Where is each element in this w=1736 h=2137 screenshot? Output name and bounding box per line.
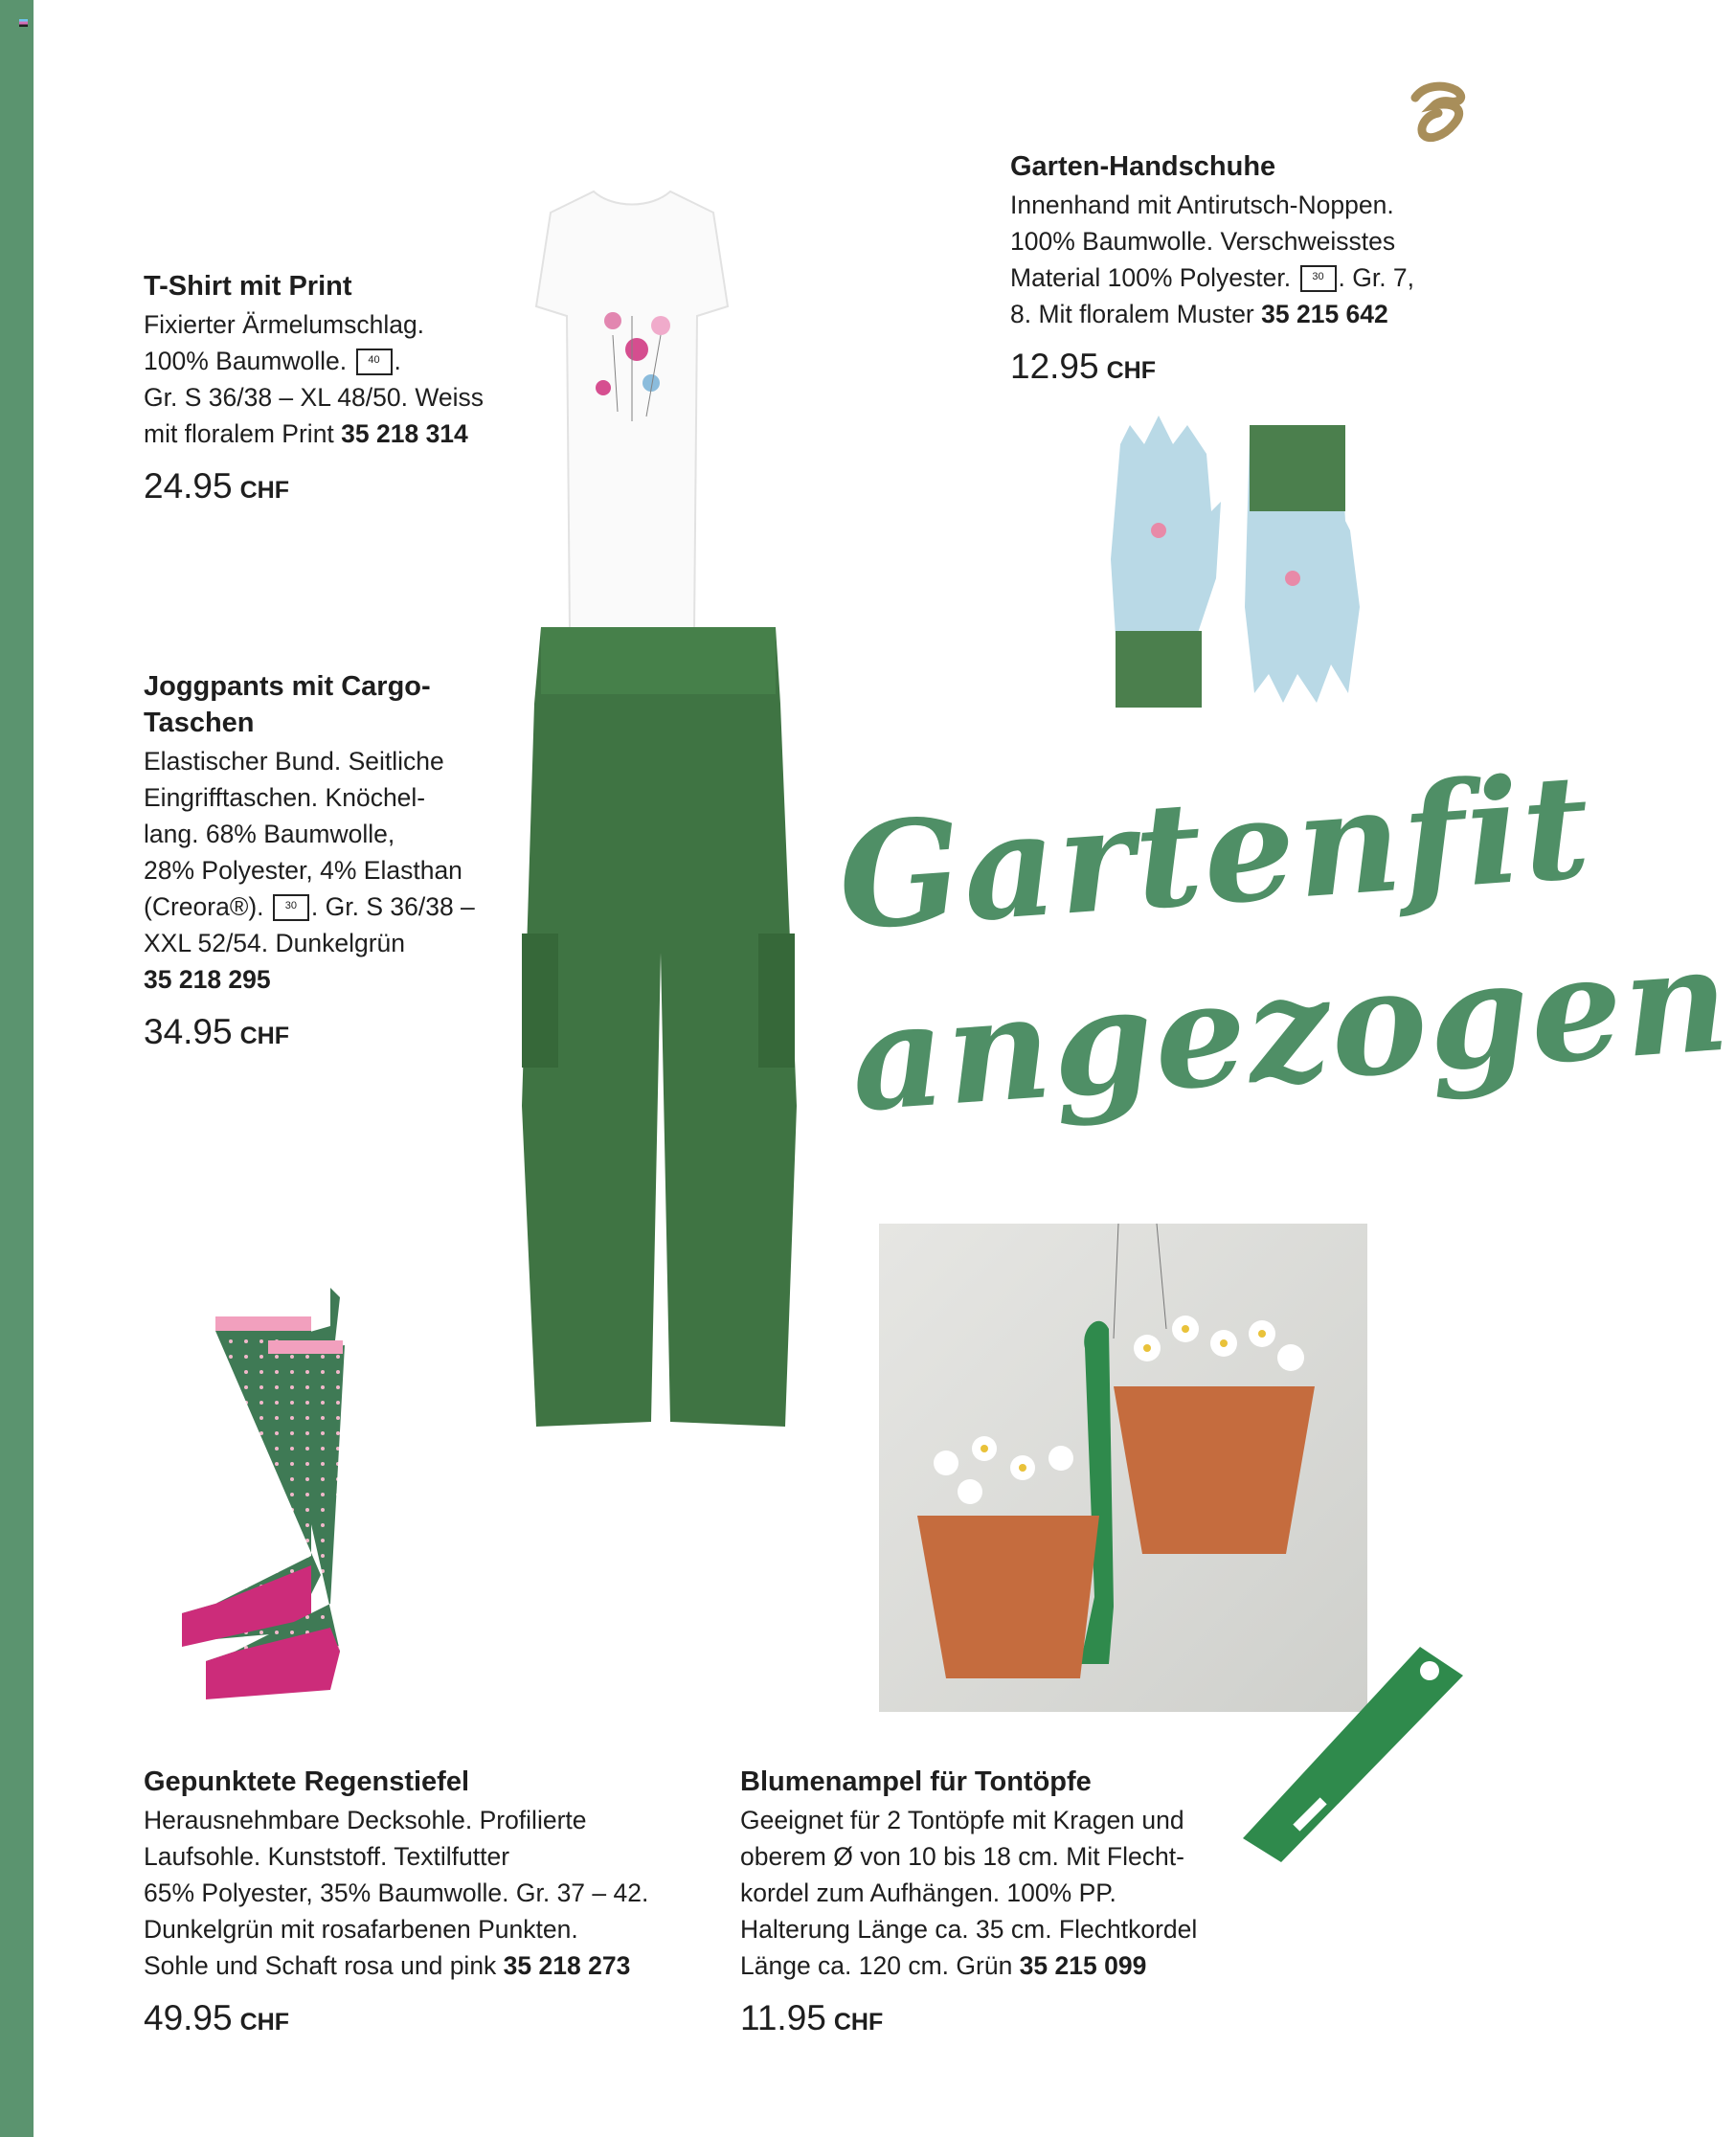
- description-line: XXL 52/54. Dunkelgrün: [144, 929, 406, 957]
- text: Material 100% Polyester.: [1010, 263, 1292, 292]
- headline-line-1: Gartenfit: [833, 742, 1597, 963]
- wash-30-icon: 30: [273, 896, 309, 921]
- description-line: [144, 1947, 648, 1984]
- description-line: [740, 1947, 1197, 1984]
- price: [144, 1011, 475, 1057]
- product-joggpants: [144, 668, 475, 1057]
- text: Joggpants mit Cargo-: [144, 671, 431, 702]
- description-line: 28% Polyester, 4% Elasthan: [144, 856, 462, 885]
- text: . Gr. 7,: [1338, 263, 1415, 292]
- price: [1010, 346, 1414, 392]
- description-line: Gr. S 36/38 – XL 48/50. Weiss: [144, 383, 485, 412]
- green-hanger-bracket-image: [1233, 1628, 1473, 1867]
- text: Länge ca. 120 cm. Grün: [740, 1951, 1020, 1980]
- product-gloves: [1010, 148, 1414, 392]
- garden-gloves-image: [1101, 416, 1364, 712]
- product-title: Garten-Handschuhe: [1010, 151, 1276, 182]
- description-line: [144, 416, 484, 452]
- text: Sohle und Schaft rosa und pink: [144, 1951, 504, 1980]
- currency: CHF: [239, 2009, 289, 2036]
- text: Taschen: [144, 708, 255, 738]
- price: [144, 465, 484, 511]
- price: [144, 1997, 648, 2043]
- rain-boots-image: [177, 1288, 484, 1723]
- currency: CHF: [239, 1023, 289, 1049]
- product-flower-planter: [740, 1764, 1197, 2043]
- text: mit floralem Print: [144, 419, 342, 448]
- price-value: 34.95: [144, 1012, 233, 1051]
- headline-line-2: angezogen: [845, 914, 1736, 1145]
- description-line: kordel zum Aufhängen. 100% PP.: [740, 1878, 1116, 1907]
- language-flag-icon: [19, 19, 28, 27]
- description-line: Geeignet für 2 Tontöpfe mit Kragen und: [740, 1806, 1184, 1834]
- price-value: 11.95: [740, 1998, 826, 2037]
- product-rain-boots: [144, 1764, 648, 2043]
- product-title: Blumenampel für Tontöpfe: [740, 1766, 1092, 1797]
- description-line: Fixierter Ärmelumschlag.: [144, 310, 425, 339]
- text: 8. Mit floralem Muster: [1010, 300, 1262, 328]
- text: . Gr. S 36/38 –: [310, 892, 475, 921]
- description-line: Herausnehmbare Decksohle. Profilierte: [144, 1806, 587, 1834]
- description-line: oberem Ø von 10 bis 18 cm. Mit Flecht-: [740, 1842, 1184, 1871]
- product-title: T-Shirt mit Print: [144, 271, 352, 302]
- currency: CHF: [239, 477, 289, 504]
- tchibo-logo: [1406, 80, 1473, 147]
- product-tshirt: [144, 268, 484, 511]
- headline-script: [833, 742, 1736, 1151]
- green-side-strip: [0, 0, 34, 2137]
- article-number: 35 218 295: [144, 965, 271, 994]
- price-value: 49.95: [144, 1998, 233, 2037]
- description-line: Innenhand mit Antirutsch-Noppen.: [1010, 191, 1394, 219]
- article-number: 35 215 099: [1019, 1951, 1147, 1980]
- description-line: Eingrifftaschen. Knöchel-: [144, 783, 426, 812]
- description-line: lang. 68% Baumwolle,: [144, 820, 395, 848]
- description-line: [1010, 296, 1414, 332]
- description-line: 100% Baumwolle. Verschweisstes: [1010, 227, 1396, 256]
- article-number: 35 218 314: [341, 419, 468, 448]
- description-line: [1010, 259, 1414, 296]
- tshirt-image: [536, 191, 728, 632]
- description-line: 65% Polyester, 35% Baumwolle. Gr. 37 – 42.: [144, 1878, 649, 1907]
- description-line: Elastischer Bund. Seitliche: [144, 747, 444, 776]
- description-line: Laufsohle. Kunststoff. Textilfutter: [144, 1842, 510, 1871]
- price-value: 24.95: [144, 466, 233, 506]
- wash-40-icon: 40: [356, 350, 393, 375]
- cargo-pants-image: [517, 627, 800, 1431]
- description-line: 100% Baumwolle. 40 .: [144, 347, 401, 375]
- wash-30-icon: 30: [1300, 267, 1337, 292]
- description-line: Halterung Länge ca. 35 cm. Flechtkordel: [740, 1915, 1198, 1944]
- article-number: 35 218 273: [503, 1951, 631, 1980]
- article-number: 35 215 642: [1261, 300, 1388, 328]
- description-line: Dunkelgrün mit rosafarbenen Punkten.: [144, 1915, 578, 1944]
- price-value: 12.95: [1010, 347, 1099, 386]
- text: 100% Baumwolle.: [144, 347, 348, 375]
- product-title: Gepunktete Regenstiefel: [144, 1766, 470, 1797]
- price: [740, 1997, 1197, 2043]
- product-title: [144, 668, 475, 741]
- text: (Creora®).: [144, 892, 264, 921]
- currency: CHF: [833, 2009, 884, 2036]
- description-line: [144, 889, 475, 925]
- currency: CHF: [1106, 357, 1156, 384]
